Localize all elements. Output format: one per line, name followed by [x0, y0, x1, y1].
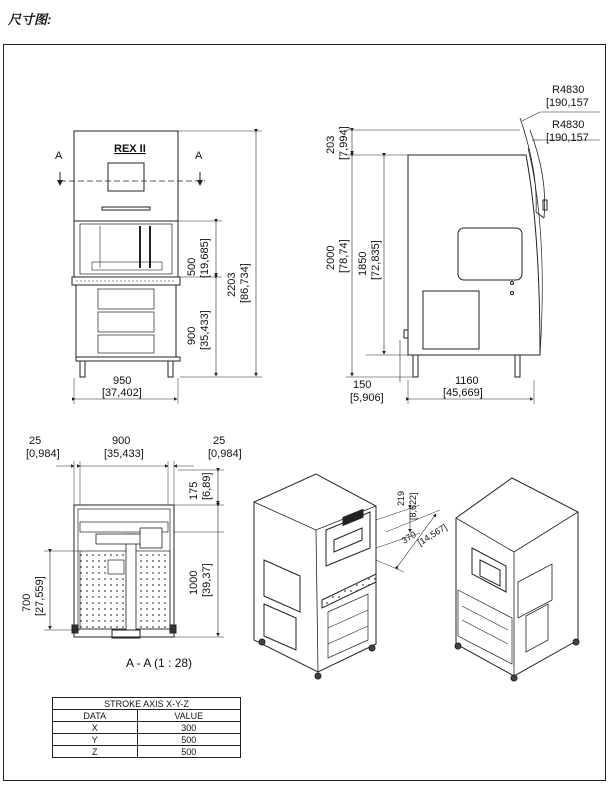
table-cell-value: 300 — [137, 722, 240, 734]
front-slot — [102, 207, 150, 210]
table-title: STROKE AXIS X-Y-Z — [53, 698, 241, 710]
dim-900-in: [35,433] — [199, 310, 211, 350]
dim-370-in: [14,567] — [415, 521, 449, 548]
side-panel — [423, 291, 479, 349]
dim-2203: 2203 — [226, 272, 238, 297]
dim-700: 700 — [21, 593, 33, 612]
table-cell-value: 500 — [137, 746, 240, 758]
table-header-value: VALUE — [137, 710, 240, 722]
dim-500-in: [19,685] — [199, 238, 211, 278]
radius-1: R4830 — [552, 84, 585, 96]
radius-2-in: [190,157 — [546, 132, 589, 144]
section-worktable — [80, 551, 170, 629]
iso1-outline — [254, 474, 376, 672]
dim-1000: 1000 — [188, 570, 200, 595]
dim-203-in: [7,994] — [338, 126, 350, 160]
side-body — [408, 155, 540, 355]
section-caption: A - A (1 : 28) — [126, 656, 193, 670]
dim-1850: 1850 — [357, 251, 369, 276]
dim-203: 203 — [325, 135, 337, 154]
dim-950-in: [37,402] — [102, 387, 142, 399]
table-cell-axis: Y — [53, 734, 138, 746]
brand-logo-front: REX II — [114, 143, 146, 155]
table-row — [53, 746, 241, 758]
dim-150: 150 — [353, 379, 372, 391]
dim-25-left-in: [0,984] — [26, 448, 60, 460]
table-row — [53, 734, 241, 746]
table-row — [53, 722, 241, 734]
front-lower-cabinet — [76, 285, 176, 357]
dim-175: 175 — [188, 481, 200, 500]
stroke-axis-table — [52, 697, 241, 758]
dim-1850-in: [72,835] — [370, 240, 382, 280]
dim-950: 950 — [113, 375, 132, 387]
dim-1000-in: [39,37] — [201, 563, 213, 597]
radius-2: R4830 — [552, 119, 585, 131]
dim-25-right-in: [0,984] — [208, 448, 242, 460]
dim-2000: 2000 — [325, 245, 337, 270]
dim-2000-in: [78,74] — [338, 239, 350, 273]
dim-150-in: [5,906] — [350, 392, 384, 404]
dim-900-section-in: [35,433] — [104, 448, 144, 460]
side-window — [458, 228, 522, 280]
front-leg-left — [80, 361, 85, 377]
side-leg-rear — [515, 355, 520, 377]
dim-500: 500 — [186, 257, 198, 276]
table-cell-value: 500 — [137, 734, 240, 746]
dim-1160: 1160 — [455, 375, 479, 387]
table-header-data: DATA — [53, 710, 138, 722]
dim-175-in: [6,89] — [201, 472, 213, 500]
dim-700-in: [27,559] — [34, 576, 46, 616]
iso-view-rear — [455, 478, 579, 681]
front-leg-right — [168, 361, 173, 377]
section-mark-a-right: A — [195, 150, 203, 162]
dim-1160-in: [45,669] — [443, 387, 483, 399]
dim-2203-in: [86,734] — [239, 263, 251, 303]
front-window — [108, 163, 144, 191]
side-leg-front — [413, 355, 418, 377]
front-view — [60, 131, 262, 404]
dim-219: 219 — [396, 490, 406, 506]
dim-219-in: [8,622] — [408, 492, 418, 520]
radius-1-in: [190,157 — [546, 97, 589, 109]
dim-370: 370 — [399, 529, 418, 546]
side-view — [346, 112, 600, 404]
table-cell-axis: X — [53, 722, 138, 734]
dim-25-right: 25 — [213, 435, 226, 447]
dim-25-left: 25 — [29, 435, 42, 447]
front-work-area — [74, 221, 178, 277]
page-header: 尺寸图: — [8, 12, 52, 27]
section-mark-a-left: A — [55, 150, 63, 162]
dim-900-section: 900 — [112, 435, 131, 447]
table-cell-axis: Z — [53, 746, 138, 758]
dim-900: 900 — [186, 326, 198, 345]
iso2-outline — [456, 478, 578, 676]
